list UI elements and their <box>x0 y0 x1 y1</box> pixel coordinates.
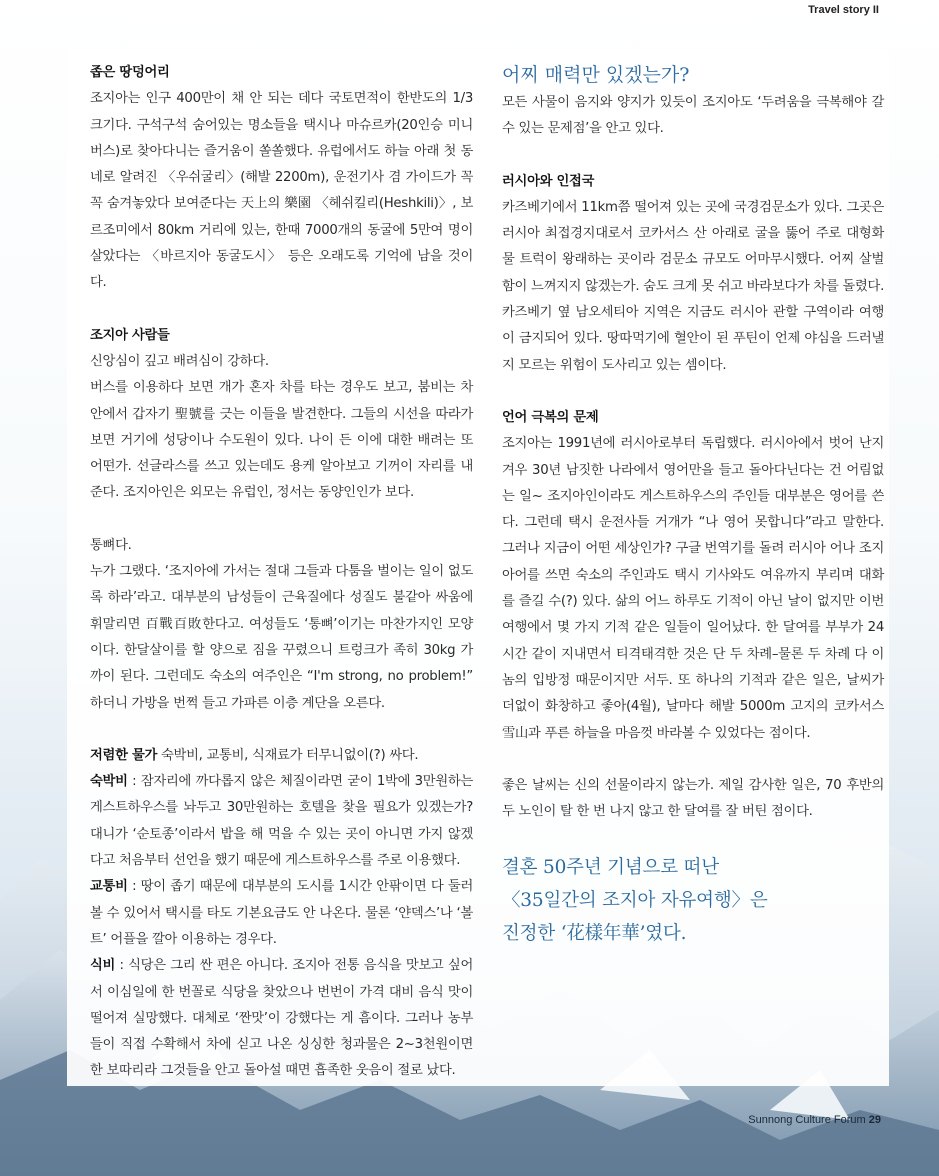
paragraph-strong-bones: 누가 그랬다. ‘조지아에 가서는 절대 그들과 다툼을 벌이는 일이 없도록 하라’라고. 대부분의 남성들이 근육질에다 성질도 불같아 싸움에 휘말리면 百戰百敗한다고. 여성들도 ‘통뼈’이기는 마찬가지인 모양이다. 한달살이를 할 양으로 짐을 꾸렸으니 트렁크가 족히 30kg 가까이 된다. 그런데도 숙소의 여주인은 “I'm strong, no problem!” 하더니 가방을 번쩍 들고 가파른 이층 계단을 오른다. <box>90 564 473 711</box>
right-column <box>502 60 884 950</box>
paragraph-lodging <box>90 769 473 874</box>
closing-quote-line2: 〈35일간의 조지아 자유여행〉은 <box>502 890 768 912</box>
publication-name: Sunnong Culture Forum <box>748 1114 866 1126</box>
closing-quote-line1: 결혼 50주년 기념으로 떠난 <box>502 857 719 879</box>
food-text: : 식당은 그리 싼 편은 아니다. 조지아 전통 음식을 맛보고 싶어서 이심일에 한 번꼴로 식당을 찾았으나 번번이 가격 대비 음식 맛이 떨어져 실망했다. 대체로 ‘짠맛’이 강했다는 게 흠이다. 그러나 농부들이 직접 수확해서 차에 싣고 나온 싱싱한 청과물은 2~3천원이면 한 보따리라 그것들을 안고 돌아설 때면 흡족한 웃음이 절로 났다. <box>90 958 473 1079</box>
lodging-text: : 잠자리에 까다롭지 않은 체질이라면 굳이 1박에 3만원하는 게스트하우스를 놔두고 30만원하는 호텔을 찾을 필요가 있겠는가? 대니가 ‘순토종’이라서 밥을 해 먹을 수 있는 곳이 아니면 가지 않겠다고 처음부터 선언을 했기 때문에 게스트하우스를 주로 이용했다. <box>90 774 473 869</box>
paragraph-small-land: 조지아는 인구 400만이 채 안 되는 데다 국토면적이 한반도의 1/3 크기다. 구석구석 숨어있는 명소들을 택시나 마슈르카(20인승 미니버스)로 찾아다니는 즐거움이 쏠쏠했다. 유럽에서도 하늘 아래 첫 동네로 알려진 〈우쉬굴리〉(해발 2200m), 운전기사 겸 가이드가 꼭꼭 숨겨놓았다 보여준다는 天上의 樂園 〈헤쉬킬리(Heshkili)〉, 보르조미에서 80km 거리에 있는, 한때 7000개의 동굴에 5만여 명이 살았다는 〈바르지아 동굴도시〉 등은 오래도록 기억에 남을 것이다. <box>90 91 473 291</box>
closing-quote-line3: 진정한 ‘花樣年華’였다. <box>502 923 687 945</box>
low-prices-intro: 숙박비, 교통비, 식재료가 터무니없이(?) 싸다. <box>157 747 419 763</box>
paragraph-strong-bones-intro: 통뼈다. <box>90 537 132 553</box>
heading-small-land: 좁은 땅덩어리 <box>90 65 170 80</box>
section-title: 어찌 매력만 있겠는가? <box>502 64 690 86</box>
heading-language: 언어 극복의 문제 <box>502 409 599 425</box>
food-label: 식비 <box>90 958 116 974</box>
paragraph-intro: 모든 사물이 음지와 양지가 있듯이 조지아도 ‘두려움을 극복해야 갈 수 있는 문제점’을 안고 있다. <box>502 95 884 137</box>
paragraph-weather: 좋은 날씨는 신의 선물이라지 않는가. 제일 감사한 일은, 70 후반의 두 노인이 탈 한 번 나지 않고 한 달여를 잘 버틴 점이다. <box>502 777 884 820</box>
heading-georgian-people: 조지아 사람들 <box>90 327 170 343</box>
paragraph-bus: 버스를 이용하다 보면 개가 혼자 차를 타는 경우도 보고, 붐비는 차 안에서 갑자기 聖號를 긋는 이들을 발견한다. 그들의 시선을 따라가 보면 거기에 성당이나 수도원이 있다. 나이 든 이에 대한 배려는 또 어떤가. 선글라스를 쓰고 있는데도 용케 알아보고 기꺼이 자리를 내준다. 조지아인은 외모는 유럽인, 정서는 동양인인가 보다. <box>90 380 473 501</box>
paragraph-russia-neighbor: 카즈베기에서 11km쯤 떨어져 있는 곳에 국경검문소가 있다. 그곳은 러시아 최접경지대로서 코카서스 산 아래로 굴을 뚫어 주로 대형화물 트럭이 왕래하는 곳이라 검문소 규모도 어마무시했다. 어찌 살벌함이 느껴지지 않겠는가. 숨도 크게 못 쉬고 바라보다가 차를 돌렸다. 카즈베기 옆 남오세티아 지역은 지금도 러시아 관할 구역이라 여행이 금지되어 있다. 땅따먹기에 혈안이 된 푸틴이 언제 야심을 드러낼지 모르는 위험이 도사리고 있는 셈이다. <box>502 199 884 373</box>
paragraph-transport <box>90 874 473 953</box>
paragraph-faith: 신앙심이 깊고 배려심이 강하다. <box>90 353 269 369</box>
heading-russia-neighbor: 러시아와 인접국 <box>502 173 595 189</box>
heading-low-prices: 저렴한 물가 <box>90 747 158 763</box>
paragraph-food <box>90 953 473 1084</box>
transport-text: : 땅이 좁기 때문에 대부분의 도시를 1시간 안팎이면 다 둘러볼 수 있어서 택시를 타도 기본요금도 안 나온다. 물론 ‘얀덱스’나 ‘볼트’ 어플을 깔아 이용하는 경우다. <box>90 879 473 947</box>
lodging-label: 숙박비 <box>90 774 128 790</box>
paragraph-language: 조지아는 1991년에 러시아로부터 독립했다. 러시아에서 벗어 난지 겨우 30년 남짓한 나라에서 영어만을 들고 돌아다닌다는 건 어림없는 일~ 조지아인이라도 게스트하우스의 주인들 대부분은 영어를 쓴다. 그런데 택시 운전사들 거개가 “나 영어 못합니다”라고 말한다. 그러나 지금이 어떤 세상인가? 구글 번역기를 돌려 러시아 어나 조지아어를 쓰면 숙소의 주인과도 택시 기사와도 여유까지 부리며 대화를 즐길 수(?) 있다. 삶의 어느 하루도 기적이 아닌 날이 없지만 이번 여행에서 몇 가지 기적 같은 일들이 일어났다. 한 달여를 부부가 24시간 같이 지내면서 티격태격한 것은 단 두 차례–물론 두 차례 다 이놈의 입방정 때문이지만 서두. 또 하나의 기적과 같은 일은, 날씨가 더없이 화창하고 좋아(4월), 날마다 해발 5000m 고지의 코카서스 雪山과 푸른 하늘을 마음껏 바라볼 수 있었다는 점이다. <box>502 436 884 741</box>
transport-label: 교통비 <box>90 879 128 895</box>
paragraph-low-prices <box>90 743 473 769</box>
page-number: 29 <box>868 1114 881 1126</box>
page-footer <box>748 1114 881 1126</box>
left-column <box>90 60 473 1085</box>
section-label: Travel story II <box>808 4 879 16</box>
